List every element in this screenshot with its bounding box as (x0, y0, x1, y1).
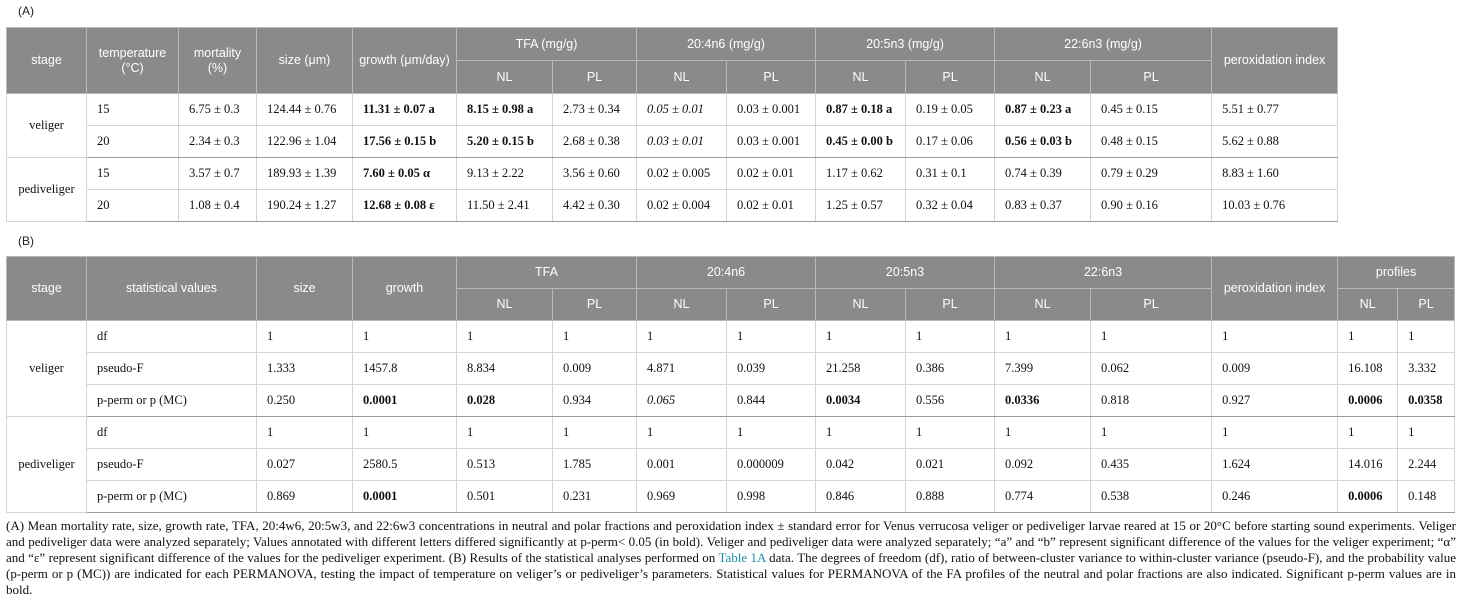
header-22-6n3-nl: NL (995, 289, 1091, 321)
table-cell: 6.75 ± 0.3 (179, 94, 257, 126)
header-20-5n3: 20:5n3 (816, 257, 995, 289)
table-cell: 7.399 (995, 353, 1091, 385)
table-cell: 1 (995, 321, 1091, 353)
table-row (7, 481, 1455, 513)
table-cell: 1 (457, 417, 553, 449)
table-1a-link[interactable]: Table 1A (718, 550, 766, 565)
table-cell: 0.001 (637, 449, 727, 481)
table-cell: 2580.5 (353, 449, 457, 481)
table-cell: 1 (257, 321, 353, 353)
table-cell: 0.501 (457, 481, 553, 513)
table-cell: 17.56 ± 0.15 b (353, 126, 457, 158)
header-20-4n6-nl: NL (637, 61, 727, 94)
header-temperature: temperature (°C) (87, 28, 179, 94)
table-cell: 0.74 ± 0.39 (995, 158, 1091, 190)
header-mortality: mortality (%) (179, 28, 257, 94)
table-cell: 3.57 ± 0.7 (179, 158, 257, 190)
table-cell: 190.24 ± 1.27 (257, 190, 353, 222)
table-cell: 14.016 (1338, 449, 1398, 481)
table-cell: 0.32 ± 0.04 (906, 190, 995, 222)
table-cell: 0.846 (816, 481, 906, 513)
table-caption (6, 518, 1456, 598)
header-profiles-pl: PL (1398, 289, 1455, 321)
table-cell: 8.834 (457, 353, 553, 385)
header-tfa: TFA (mg/g) (457, 28, 637, 61)
table-cell: 0.03 ± 0.01 (637, 126, 727, 158)
table-cell: 0.79 ± 0.29 (1091, 158, 1212, 190)
table-cell: 1.785 (553, 449, 637, 481)
caption-text-part2: data. The degrees of freedom (df), ratio of between-cluster variance to within-cluster variance (pseudo-F), and the probability value (p-perm or p (MC)) are indicated for each PERMANOVA, testing the impact of temperature on veliger’s or pediveliger’s parameters. Statistical values for PERMANOVA of the FA profiles of the neutral and polar fractions are also indicated. Significant p-perm values are in bold. (6, 550, 1456, 597)
table-cell: 0.0006 (1338, 385, 1398, 417)
table-cell: 12.68 ± 0.08 ε (353, 190, 457, 222)
table-cell: 0.05 ± 0.01 (637, 94, 727, 126)
table-cell: 1 (457, 321, 553, 353)
table-cell: df (87, 417, 257, 449)
table-cell: 4.42 ± 0.30 (553, 190, 637, 222)
table-cell: 0.869 (257, 481, 353, 513)
table-cell: 0.027 (257, 449, 353, 481)
header-20-5n3-nl: NL (816, 61, 906, 94)
table-cell: 1 (906, 321, 995, 353)
table-cell: 2.73 ± 0.34 (553, 94, 637, 126)
table-cell: 0.02 ± 0.01 (727, 158, 816, 190)
table-cell: 0.065 (637, 385, 727, 417)
header-profiles-nl: NL (1338, 289, 1398, 321)
table-cell: 1 (1338, 321, 1398, 353)
table-cell: 3.56 ± 0.60 (553, 158, 637, 190)
table-cell: 1 (353, 417, 457, 449)
table-cell: 1 (1091, 321, 1212, 353)
table-cell: p-perm or p (MC) (87, 385, 257, 417)
table-cell: 0.028 (457, 385, 553, 417)
header-tfa-nl: NL (457, 61, 553, 94)
table-cell: df (87, 321, 257, 353)
table-row (7, 385, 1455, 417)
table-cell: 0.998 (727, 481, 816, 513)
table-cell: 0.250 (257, 385, 353, 417)
table-row (7, 190, 1338, 222)
table-row (7, 449, 1455, 481)
header-tfa-pl: PL (553, 61, 637, 94)
table-cell: 5.20 ± 0.15 b (457, 126, 553, 158)
stage-cell: pediveliger (7, 417, 87, 513)
table-cell: 0.03 ± 0.001 (727, 126, 816, 158)
table-cell: 0.934 (553, 385, 637, 417)
panel-a-label: (A) (18, 4, 34, 18)
table-cell: 1 (1212, 321, 1338, 353)
table-cell: 5.62 ± 0.88 (1212, 126, 1338, 158)
table-cell: 0.02 ± 0.005 (637, 158, 727, 190)
header-tfa: TFA (457, 257, 637, 289)
table-cell: pseudo-F (87, 353, 257, 385)
table-cell: 15 (87, 94, 179, 126)
header-20-4n6: 20:4n6 (637, 257, 816, 289)
table-cell: 0.092 (995, 449, 1091, 481)
table-cell: 0.0358 (1398, 385, 1455, 417)
table-cell: 0.90 ± 0.16 (1091, 190, 1212, 222)
table-cell: 1.17 ± 0.62 (816, 158, 906, 190)
table-cell: 1 (906, 417, 995, 449)
table-cell: 1 (727, 321, 816, 353)
table-cell: 0.231 (553, 481, 637, 513)
header-22-6n3-nl: NL (995, 61, 1091, 94)
table-cell: 0.83 ± 0.37 (995, 190, 1091, 222)
table-cell: 2.34 ± 0.3 (179, 126, 257, 158)
table-cell: 189.93 ± 1.39 (257, 158, 353, 190)
header-peroxidation-index: peroxidation index (1212, 28, 1338, 94)
table-cell: 0.774 (995, 481, 1091, 513)
table-cell: 15 (87, 158, 179, 190)
table-cell: 0.009 (1212, 353, 1338, 385)
header-peroxidation-index: peroxidation index (1212, 257, 1338, 321)
table-row (7, 353, 1455, 385)
table-cell: 1 (816, 321, 906, 353)
table-cell: 0.009 (553, 353, 637, 385)
header-profiles: profiles (1338, 257, 1455, 289)
header-20-5n3-pl: PL (906, 61, 995, 94)
table-cell: 10.03 ± 0.76 (1212, 190, 1338, 222)
table-cell: 0.02 ± 0.004 (637, 190, 727, 222)
table-cell: 0.021 (906, 449, 995, 481)
table-cell: 1457.8 (353, 353, 457, 385)
table-cell: 0.31 ± 0.1 (906, 158, 995, 190)
header-growth: growth (μm/day) (353, 28, 457, 94)
table-cell: 0.000009 (727, 449, 816, 481)
header-tfa-nl: NL (457, 289, 553, 321)
table-cell: 0.17 ± 0.06 (906, 126, 995, 158)
table-cell: 0.435 (1091, 449, 1212, 481)
table-cell: 0.0006 (1338, 481, 1398, 513)
table-cell: pseudo-F (87, 449, 257, 481)
table-cell: 1 (1398, 321, 1455, 353)
table-cell: 1 (553, 321, 637, 353)
table-cell: 0.556 (906, 385, 995, 417)
header-stage: stage (7, 28, 87, 94)
table-row (7, 321, 1455, 353)
table-a (6, 27, 1338, 222)
table-cell: 16.108 (1338, 353, 1398, 385)
header-20-4n6-pl: PL (727, 289, 816, 321)
table-cell: 0.48 ± 0.15 (1091, 126, 1212, 158)
table-cell: 0.386 (906, 353, 995, 385)
header-20-5n3-nl: NL (816, 289, 906, 321)
header-statistical-values: statistical values (87, 257, 257, 321)
table-cell: 0.927 (1212, 385, 1338, 417)
table-cell: 0.148 (1398, 481, 1455, 513)
header-growth: growth (353, 257, 457, 321)
table-cell: 1 (816, 417, 906, 449)
table-cell: p-perm or p (MC) (87, 481, 257, 513)
table-cell: 1 (353, 321, 457, 353)
table-cell: 1 (637, 417, 727, 449)
table-cell: 1 (1212, 417, 1338, 449)
table-cell: 0.246 (1212, 481, 1338, 513)
table-cell: 21.258 (816, 353, 906, 385)
table-cell: 2.68 ± 0.38 (553, 126, 637, 158)
header-size: size (257, 257, 353, 321)
table-row (7, 158, 1338, 190)
table-cell: 0.062 (1091, 353, 1212, 385)
table-cell: 0.0001 (353, 481, 457, 513)
header-stage: stage (7, 257, 87, 321)
header-20-4n6-nl: NL (637, 289, 727, 321)
table-cell: 124.44 ± 0.76 (257, 94, 353, 126)
table-cell: 0.02 ± 0.01 (727, 190, 816, 222)
header-20-4n6-pl: PL (727, 61, 816, 94)
table-cell: 1 (995, 417, 1091, 449)
table-cell: 11.31 ± 0.07 a (353, 94, 457, 126)
table-cell: 1.333 (257, 353, 353, 385)
table-b (6, 256, 1455, 513)
panel-b-label: (B) (18, 234, 34, 248)
table-cell: 1 (637, 321, 727, 353)
table-cell: 0.844 (727, 385, 816, 417)
table-cell: 7.60 ± 0.05 α (353, 158, 457, 190)
table-cell: 1 (1338, 417, 1398, 449)
header-20-5n3: 20:5n3 (mg/g) (816, 28, 995, 61)
table-cell: 11.50 ± 2.41 (457, 190, 553, 222)
table-cell: 0.87 ± 0.23 a (995, 94, 1091, 126)
table-cell: 122.96 ± 1.04 (257, 126, 353, 158)
header-20-5n3-pl: PL (906, 289, 995, 321)
table-cell: 0.0001 (353, 385, 457, 417)
table-cell: 1 (553, 417, 637, 449)
table-cell: 0.888 (906, 481, 995, 513)
table-cell: 2.244 (1398, 449, 1455, 481)
header-20-4n6: 20:4n6 (mg/g) (637, 28, 816, 61)
table-row (7, 126, 1338, 158)
table-cell: 1 (257, 417, 353, 449)
table-cell: 0.969 (637, 481, 727, 513)
table-cell: 8.83 ± 1.60 (1212, 158, 1338, 190)
table-cell: 1 (1091, 417, 1212, 449)
table-cell: 0.87 ± 0.18 a (816, 94, 906, 126)
table-cell: 1 (727, 417, 816, 449)
table-cell: 0.538 (1091, 481, 1212, 513)
header-22-6n3-pl: PL (1091, 289, 1212, 321)
table-cell: 0.513 (457, 449, 553, 481)
table-cell: 1.25 ± 0.57 (816, 190, 906, 222)
stage-cell: veliger (7, 321, 87, 417)
table-cell: 0.818 (1091, 385, 1212, 417)
header-size: size (μm) (257, 28, 353, 94)
table-cell: 20 (87, 190, 179, 222)
table-cell: 5.51 ± 0.77 (1212, 94, 1338, 126)
table-cell: 0.039 (727, 353, 816, 385)
table-cell: 0.0336 (995, 385, 1091, 417)
table-cell: 4.871 (637, 353, 727, 385)
table-cell: 0.45 ± 0.00 b (816, 126, 906, 158)
table-cell: 1 (1398, 417, 1455, 449)
table-row (7, 417, 1455, 449)
table-cell: 20 (87, 126, 179, 158)
table-cell: 0.45 ± 0.15 (1091, 94, 1212, 126)
table-cell: 0.56 ± 0.03 b (995, 126, 1091, 158)
table-cell: 0.19 ± 0.05 (906, 94, 995, 126)
header-22-6n3-pl: PL (1091, 61, 1212, 94)
table-cell: 0.03 ± 0.001 (727, 94, 816, 126)
stage-cell: veliger (7, 94, 87, 158)
table-row (7, 94, 1338, 126)
table-cell: 1.08 ± 0.4 (179, 190, 257, 222)
table-cell: 9.13 ± 2.22 (457, 158, 553, 190)
table-cell: 0.042 (816, 449, 906, 481)
header-22-6n3: 22:6n3 (mg/g) (995, 28, 1212, 61)
caption-text-part1: (A) Mean mortality rate, size, growth rate, TFA, 20:4w6, 20:5w3, and 22:6w3 concentrations in neutral and polar fractions and peroxidation index ± standard error for Venus verrucosa veliger or pediveliger larvae reared at 15 or 20°C before starting sound experiments. Veliger and pediveliger data were analyzed separately; Values annotated with different letters differed significantly at p-perm< 0.05 (in bold). Veliger and pediveliger data were analyzed separately; “a” and “b” represent significant difference of the values for the veliger experiment; “α” and “ε” represent significant difference of the values for the pediveliger experiment. (B) Results of the statistical analyses performed on (6, 518, 1456, 565)
table-cell: 3.332 (1398, 353, 1455, 385)
header-tfa-pl: PL (553, 289, 637, 321)
table-cell: 8.15 ± 0.98 a (457, 94, 553, 126)
table-cell: 0.0034 (816, 385, 906, 417)
table-cell: 1.624 (1212, 449, 1338, 481)
header-22-6n3: 22:6n3 (995, 257, 1212, 289)
stage-cell: pediveliger (7, 158, 87, 222)
